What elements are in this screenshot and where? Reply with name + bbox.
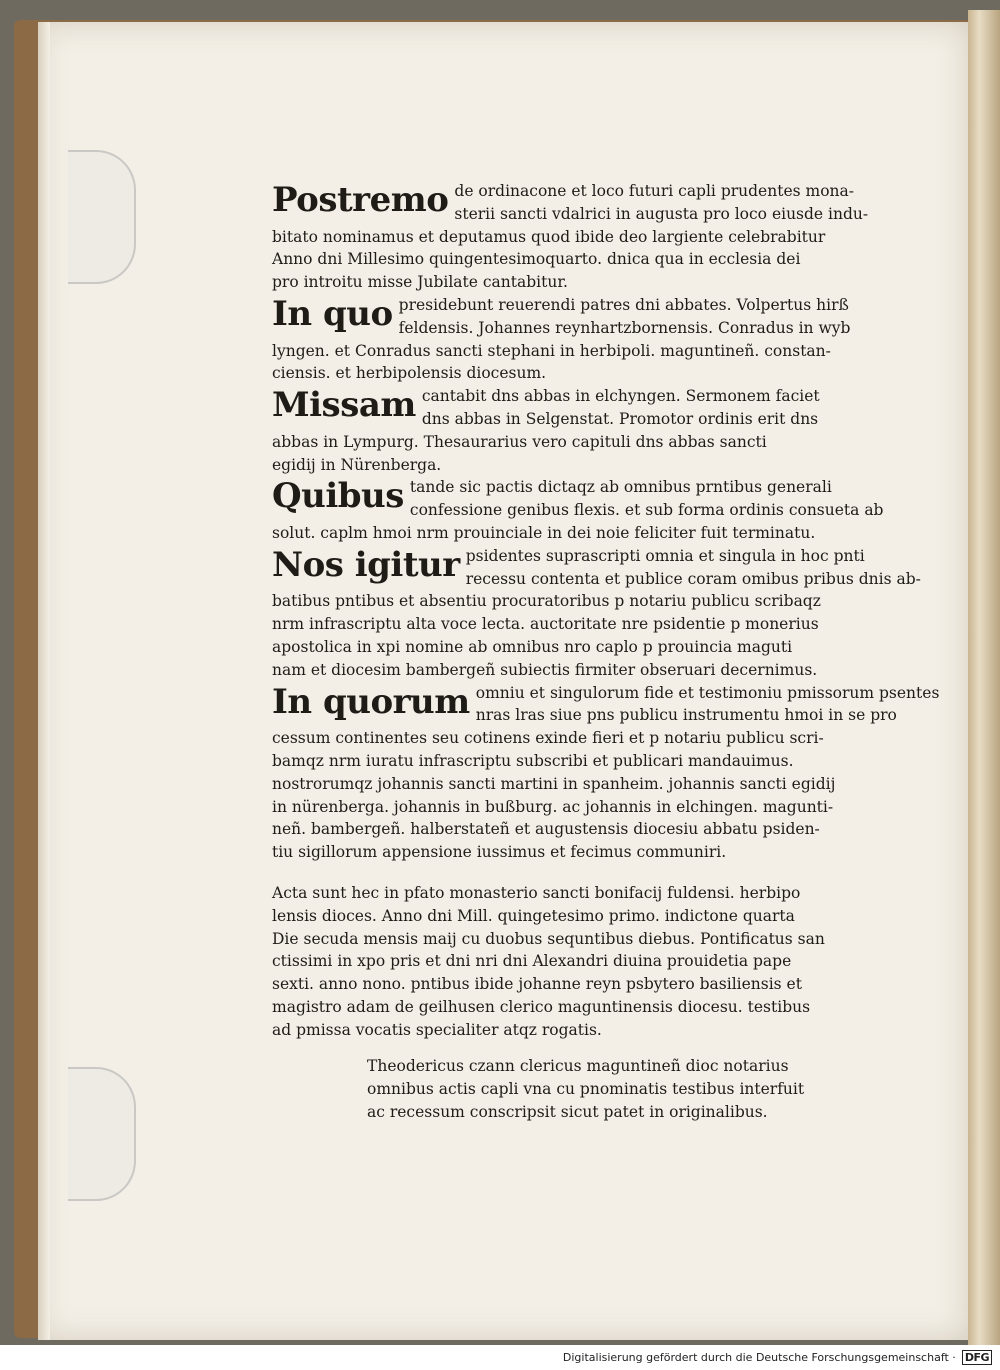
page-clip-bottom (68, 1067, 136, 1201)
printed-text-block (272, 180, 940, 1124)
text-line: tande sic pactis dictaqz ab omnibus prntibus generali (409, 478, 832, 497)
text-line: abbas in Lympurg. Thesaurarius vero capituli dns abbas sancti (272, 432, 767, 451)
text-paragraph (272, 1055, 832, 1123)
text-line: confessione genibus flexis. et sub forma ordinis consueta ab (409, 501, 884, 520)
text-line: nrm infrascriptu alta voce lecta. auctoritate nre psidentie p monerius (272, 615, 819, 634)
paragraph-incipit: In quo (272, 293, 393, 334)
text-line: ad pmissa vocatis specialiter atqz rogatis. (272, 1020, 602, 1039)
text-line: omniu et singulorum fide et testimoniu pmissorum psentes (475, 683, 940, 702)
text-line: nras lras siue pns publicu instrumentu hmoi in se pro (475, 706, 897, 725)
text-line: cantabit dns abbas in elchyngen. Sermonem faciet (421, 387, 820, 406)
text-line: feldensis. Johannes reynhartzbornensis. Conradus in wyb (398, 318, 851, 337)
text-line: Die secuda mensis maij cu duobus sequntibus diebus. Pontificatus san (272, 929, 825, 948)
text-line: bamqz nrm iuratu infrascriptu subscribi et publicari mandauimus. (272, 751, 794, 770)
text-line: ac recessum conscripsit sicut patet in originalibus. (367, 1103, 768, 1122)
text-line: de ordinacone et loco futuri capli prudentes mona‐ (454, 182, 854, 200)
text-line: magistro adam de geilhusen clerico maguntinensis diocesu. testibus (272, 997, 811, 1016)
text-paragraph (272, 293, 851, 385)
text-line: cessum continentes seu cotinens exinde fieri et p notariu publicu scri‐ (272, 729, 824, 748)
text-line: lensis dioces. Anno dni Mill. quingetesimo primo. indictone quarta (272, 906, 795, 925)
dfg-logo-icon: DFG (962, 1350, 992, 1365)
text-line: in nürenberga. johannis in bußburg. ac johannis in elchingen. magunti‐ (272, 797, 834, 816)
text-line: sterii sancti vdalrici in augusta pro loco eiusde indu‐ (454, 204, 869, 223)
text-paragraph (272, 681, 940, 864)
text-line: ciensis. et herbipolensis diocesum. (272, 364, 547, 383)
paragraph-incipit: Missam (272, 385, 416, 426)
page-edge (38, 22, 50, 1340)
text-line: Acta sunt hec in pfato monasterio sancti bonifacij fuldensi. herbipo (272, 883, 801, 902)
text-paragraph (272, 544, 921, 682)
paragraph-incipit: Quibus (272, 476, 404, 517)
text-line: sexti. anno nono. pntibus ibide johanne reyn psbytero basiliensis et (272, 975, 802, 994)
text-line: presidebunt reuerendi patres dni abbates. Volpertus hirß (398, 295, 849, 314)
text-line: neñ. bambergeñ. halberstateñ et augustensis diocesiu abbatu psiden‐ (272, 820, 820, 839)
text-line: recessu contenta et publice coram omibus pribus dnis ab‐ (465, 569, 921, 588)
text-line: nam et diocesim bambergeñ subiectis firmiter obseruari decernimus. (272, 660, 818, 679)
text-line: bitato nominamus et deputamus quod ibide deo largiente celebrabitur (272, 227, 826, 246)
text-paragraph (272, 476, 884, 544)
text-line: dns abbas in Selgenstat. Promotor ordinis erit dns (421, 409, 819, 428)
page-clip-top (68, 150, 136, 284)
text-line: nostrorumqz johannis sancti martini in spanheim. johannis sancti egidij (272, 774, 836, 793)
text-line: tiu sigillorum appensione iussimus et fecimus communiri. (272, 843, 727, 862)
footer-credit-text: Digitalisierung gefördert durch die Deutsche Forschungsgemeinschaft · (562, 1351, 956, 1364)
paragraph-incipit: In quorum (272, 681, 470, 722)
text-line: Theodericus czann clericus maguntineñ dioc notarius (367, 1057, 789, 1076)
text-paragraph (272, 180, 869, 294)
footer-bar (0, 1345, 1000, 1370)
paragraph-incipit: Postremo (272, 180, 449, 220)
text-line: solut. caplm hmoi nrm prouinciale in dei noie feliciter fuit terminatu. (272, 523, 816, 542)
paragraph-incipit: Nos igitur (272, 544, 460, 585)
text-paragraph (272, 385, 832, 476)
text-line: lyngen. et Conradus sancti stephani in herbipoli. maguntineñ. constan‐ (272, 341, 831, 360)
text-line: omnibus actis capli vna cu pnominatis testibus interfuit (367, 1080, 805, 1099)
text-line: egidij in Nürenberga. (272, 455, 442, 474)
text-line: psidentes suprascripti omnia et singula in hoc pnti (465, 546, 865, 565)
text-paragraph (272, 882, 832, 1042)
text-line: Anno dni Millesimo quingentesimoquarto. dnica qua in ecclesia dei (272, 250, 801, 269)
text-line: apostolica in xpi nomine ab omnibus nro caplo p prouincia maguti (272, 637, 793, 656)
text-line: pro introitu misse Jubilate cantabitur. (272, 273, 568, 292)
text-line: ctissimi in xpo pris et dni nri dni Alexandri diuina prouidetia pape (272, 952, 792, 971)
book-spine-edge (968, 10, 1000, 1345)
text-line: batibus pntibus et absentiu procuratoribus p notariu publicu scribaqz (272, 592, 821, 611)
